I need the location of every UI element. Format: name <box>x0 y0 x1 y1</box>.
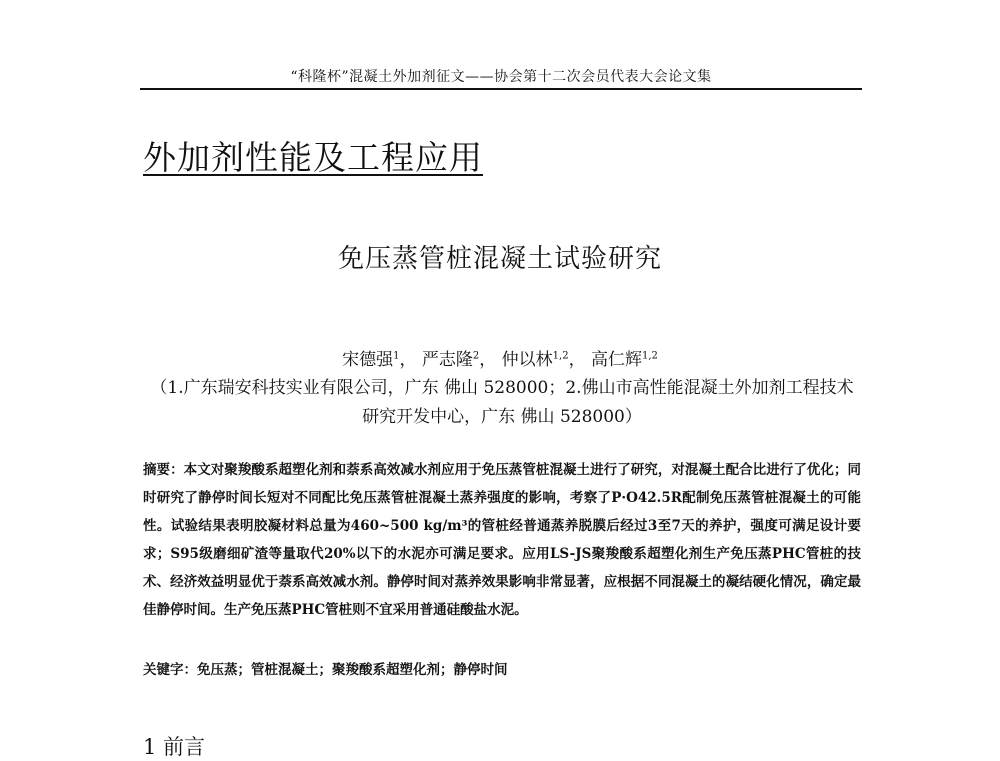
keywords-label: 关键字： <box>143 662 197 678</box>
author-separator: ， <box>568 350 586 370</box>
author-list <box>0 345 1000 370</box>
author-affiliation-mark: 2 <box>472 350 480 362</box>
author-separator: ， <box>479 350 497 370</box>
author-name: 宋德强 <box>342 350 394 370</box>
paper-title: 免压蒸管桩混凝土试验研究 <box>337 244 662 274</box>
running-header: “科隆杯”混凝土外加剂征文——协会第十二次会员代表大会论文集 <box>290 69 712 85</box>
header-rule <box>140 88 862 90</box>
section-heading: 外加剂性能及工程应用 <box>143 138 483 177</box>
author-affiliation-mark: 1,2 <box>552 350 569 362</box>
author-affiliation-mark: 1,2 <box>641 350 658 362</box>
intro-heading: 1 前言 <box>143 735 206 759</box>
keywords <box>143 658 861 678</box>
affiliation: （1.广东瑞安科技实业有限公司，广东 佛山 528000；2.佛山市高性能混凝土外加剂工程技术研究开发中心，广东 佛山 528000） <box>150 378 854 427</box>
author-name: 仲以林 <box>501 350 553 370</box>
abstract <box>143 456 861 624</box>
author-affiliation-mark: 1 <box>393 350 400 362</box>
author-name: 高仁辉 <box>590 350 642 370</box>
author-name: 严志隆 <box>421 350 473 370</box>
abstract-label: 摘要： <box>143 462 184 478</box>
author-separator: ， <box>399 350 417 370</box>
abstract-text: 本文对聚羧酸系超塑化剂和萘系高效减水剂应用于免压蒸管桩混凝土进行了研究，对混凝土配合比进行了优化；同时研究了静停时间长短对不同配比免压蒸管桩混凝土蒸养强度的影响，考察了P·O42.5R配制免压蒸管桩混凝土的可能性。试验结果表明胶凝材料总量为460~500 kg/m³的管桩经普通蒸养脱膜后经过3至7天的养护，强度可满足设计要求；S95级磨细矿渣等量取代20%以下的水泥亦可满足要求。应用LS-JS聚羧酸系超塑化剂生产免压蒸PHC管桩的技术、经济效益明显优于萘系高效减水剂。静停时间对蒸养效果影响非常显著，应根据不同混凝土的凝结硬化情况，确定最佳静停时间。生产免压蒸PHC管桩则不宜采用普通硅酸盐水泥。 <box>143 462 862 618</box>
keywords-text: 免压蒸；管桩混凝土；聚羧酸系超塑化剂；静停时间 <box>197 662 508 678</box>
